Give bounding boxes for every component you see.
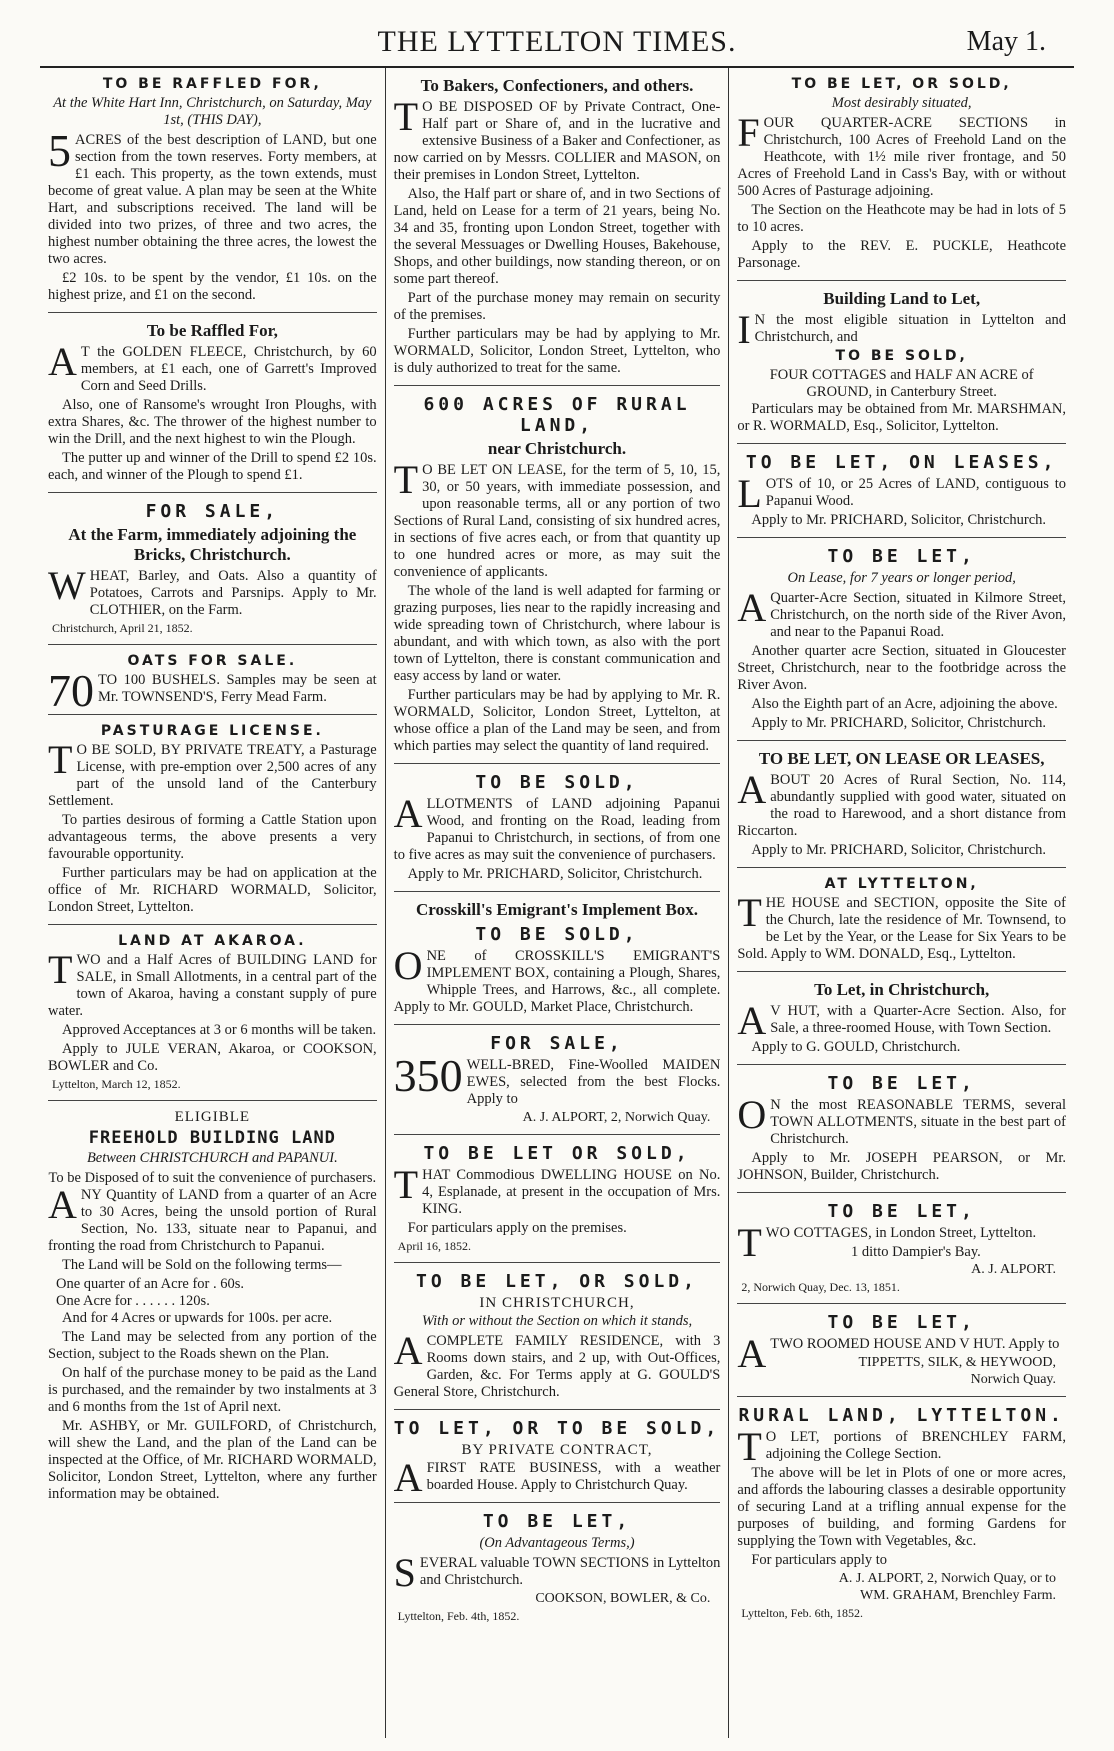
ad-line: 1 ditto Dampier's Bay.	[851, 1244, 981, 1260]
ad-building-land	[737, 289, 1066, 435]
ad-date: 2, Norwich Quay, Dec. 13, 1851.	[741, 1280, 900, 1294]
ad-town-allotments	[737, 1073, 1066, 1184]
ad-body: On half of the purchase money to be paid as the Land is purchased, and the remainder by two instalments at 3 and 6 months from the 1st of April next.	[48, 1365, 377, 1415]
divider	[48, 1100, 377, 1101]
ad-body: ACRES of the best description of LAND, but one section from the town reserves. Forty members, at £1 each. This property, as the town extends, must become of great value. A plan may be seen at the White Hart, and subscriptions received. The land will be divided into two prizes, of three and two acres, the highest number obtaining the three acres, the lowest the two acres.	[48, 132, 377, 267]
drop-cap: A	[737, 998, 767, 1043]
divider	[737, 740, 1066, 741]
drop-cap: 70	[48, 665, 94, 716]
drop-cap: A	[393, 1455, 423, 1500]
ad-heading: PASTURAGE LICENSE.	[100, 723, 324, 739]
ad-body: Further particulars may be had by applying to Mr. R. WORMALD, Solicitor, London Street, Lyttelton, at whose office a plan of the Land may be seen, and from which parties may select the quantity of land required.	[393, 687, 721, 754]
ad-signature: WM. GRAHAM, Brenchley Farm.	[860, 1588, 1057, 1603]
drop-cap: T	[48, 947, 73, 992]
ad-kilmore	[737, 546, 1066, 732]
ad-body: For particulars apply on the premises.	[407, 1220, 627, 1236]
masthead	[40, 22, 1074, 62]
ad-eyebrow: ELIGIBLE	[174, 1109, 251, 1125]
ad-body: The Section on the Heathcote may be had in lots of 5 to 10 acres.	[737, 202, 1067, 235]
ad-body: The Land will be Sold on the following terms—	[62, 1257, 342, 1273]
columns	[40, 68, 1074, 1738]
ad-crosskill	[394, 900, 721, 1016]
drop-cap: W	[48, 563, 86, 608]
ad-subheading: Between CHRISTCHURCH and PAPANUI.	[86, 1150, 338, 1166]
ad-body: TO 100 BUSHELS. Samples may be seen at Mr. TOWNSEND'S, Ferry Mead Farm.	[98, 672, 377, 705]
ad-heading: TO LET, OR TO BE SOLD,	[393, 1418, 721, 1439]
ad-body: OUR QUARTER-ACRE SECTIONS in Christchurch, 100 Acres of Freehold Land on the Heathcote, with 1½ mile river frontage, and 50 Acres of Freehold Land in Cass's Bay, with or without 500 Acres of Pasturage adjoining.	[737, 115, 1067, 199]
drop-cap: A	[48, 1182, 77, 1227]
ad-line: FOUR COTTAGES and HALF AN ACRE of GROUND, in Canterbury Street.	[769, 367, 1034, 400]
ad-bakers	[394, 76, 721, 377]
ad-raffle-acres	[48, 76, 377, 304]
ad-body: COMPLETE FAMILY RESIDENCE, with 3 Rooms down stairs, and 2 up, with Out-Offices, Garden, &c. For Terms apply at G. GOULD'S General Store, Christchurch.	[393, 1333, 721, 1400]
ad-body: Apply to Mr. PRICHARD, Solicitor, Christchurch.	[751, 715, 1047, 731]
ad-600-acres	[394, 394, 721, 755]
drop-cap: T	[48, 737, 73, 782]
divider	[48, 492, 377, 493]
ad-body: N the most REASONABLE TERMS, several TOWN ALLOTMENTS, situate in the best part of Christchurch.	[770, 1097, 1067, 1147]
ad-body: OTS of 10, or 25 Acres of LAND, contiguous to Papanui Wood.	[765, 476, 1067, 509]
ad-heading: FREEHOLD BUILDING LAND	[88, 1128, 336, 1148]
ad-body: Further particulars may be had by applying to Mr. WORMALD, Solicitor, London Street, Lyttelton, who is duly authorized to treat for the same.	[393, 326, 721, 376]
column-right	[729, 68, 1074, 1738]
divider	[394, 763, 721, 764]
ad-harewood	[737, 749, 1066, 859]
divider	[737, 867, 1066, 868]
divider	[48, 924, 377, 925]
ad-date: Lyttelton, Feb. 6th, 1852.	[741, 1606, 864, 1620]
ad-body: Particulars may be obtained from Mr. MARSHMAN, or R. WORMALD, Esq., Solicitor, Lyttelton.	[737, 401, 1067, 434]
ad-subheading: near Christchurch.	[487, 439, 627, 458]
ad-signature: COOKSON, BOWLER, & Co.	[535, 1591, 711, 1606]
ad-body: And for 4 Acres or upwards for 100s. per acre.	[62, 1310, 333, 1326]
ad-family-residence	[394, 1271, 721, 1401]
ad-heading: OATS FOR SALE.	[127, 653, 298, 669]
divider	[737, 1303, 1066, 1304]
divider	[394, 1024, 721, 1025]
drop-cap: A	[48, 339, 77, 384]
ad-body: WO and a Half Acres of BUILDING LAND for SALE, in Small Allotments, in a central part of the town of Akaroa, having a constant supply of pure water.	[48, 952, 377, 1019]
ad-heading: Building Land to Let,	[823, 289, 981, 308]
divider	[48, 644, 377, 645]
ad-ewes	[394, 1033, 721, 1126]
column-middle	[385, 68, 730, 1738]
ad-subheading: IN CHRISTCHURCH,	[479, 1295, 635, 1311]
ad-heading: TO BE RAFFLED FOR,	[102, 76, 322, 92]
ad-heading: TO BE LET,	[827, 1312, 976, 1333]
ad-heading: TO BE LET,	[827, 1073, 976, 1094]
ad-body: HE HOUSE and SECTION, opposite the Site of the Church, late the residence of Mr. Townsend, to be Let by the Year, or the Lease for Six Years to be Sold. Apply to WM. DONALD, Esq., Lyttelton.	[737, 895, 1067, 962]
ad-date: Lyttelton, March 12, 1852.	[52, 1077, 181, 1091]
drop-cap: T	[393, 457, 419, 502]
ad-heading: TO BE LET,	[827, 546, 976, 567]
drop-cap: 350	[393, 1050, 463, 1101]
ad-freehold	[48, 1109, 377, 1503]
ad-body: For particulars apply to	[751, 1552, 888, 1568]
drop-cap: O	[393, 943, 423, 988]
ad-quarter-acre	[737, 76, 1066, 272]
ad-heading: To Bakers, Confectioners, and others.	[420, 76, 694, 95]
ad-oats	[48, 653, 377, 716]
ad-body: Apply to G. GOULD, Christchurch.	[751, 1039, 961, 1055]
ad-subheading: At the Farm, immediately adjoining the Bricks, Christchurch.	[68, 525, 357, 564]
ad-heading: TO BE LET,	[827, 1201, 976, 1222]
ad-heading: 600 ACRES OF RURAL LAND,	[423, 394, 691, 436]
ad-heading: Crosskill's Emigrant's Implement Box.	[415, 900, 699, 919]
divider	[737, 280, 1066, 281]
ad-body: HAT Commodious DWELLING HOUSE on No. 4, Esplanade, at present in the occupation of Mrs. KING.	[422, 1167, 721, 1217]
ad-signature: A. J. ALPORT.	[971, 1262, 1057, 1277]
ad-body: Also the Eighth part of an Acre, adjoining the above.	[751, 696, 1058, 712]
drop-cap: I	[737, 307, 751, 352]
ad-body: Approved Acceptances at 3 or 6 months will be taken.	[62, 1022, 377, 1038]
ad-heading: TO BE LET, ON LEASE OR LEASES,	[758, 749, 1045, 768]
ad-subheading: TO BE SOLD,	[475, 924, 639, 945]
divider	[737, 1192, 1066, 1193]
ad-raffle-drill	[48, 321, 377, 484]
ad-body: BOUT 20 Acres of Rural Section, No. 114, abundantly supplied with good water, situated on the road to Harewood, and a short distance from Riccarton.	[737, 772, 1067, 839]
ad-heading: TO BE LET,	[482, 1511, 632, 1532]
ad-signature: TIPPETTS, SILK, & HEYWOOD,	[858, 1355, 1057, 1370]
drop-cap: A	[737, 585, 767, 630]
column-left	[40, 68, 385, 1738]
ad-intro: To be Disposed of to suit the convenience of purchasers.	[48, 1170, 377, 1186]
ad-body: O BE DISPOSED OF by Private Contract, One-Half part or Share of, and in the lucrative and extensive Business of a Baker and Confectioner, as now carried on by Messrs. COLLIER and MASON, on their premises in London Street, Lyttelton.	[393, 99, 721, 183]
ad-rural-lyttelton	[737, 1405, 1066, 1621]
divider	[48, 312, 377, 313]
divider	[394, 1134, 721, 1135]
ad-body: WO COTTAGES, in London Street, Lyttelton.	[765, 1225, 1037, 1241]
ad-town-sections	[394, 1511, 721, 1624]
ad-pasturage	[48, 723, 377, 916]
ad-allotments-papanui	[394, 772, 721, 883]
divider	[394, 1262, 721, 1263]
ad-heading: To Let, in Christchurch,	[814, 980, 990, 999]
ad-body: Part of the purchase money may remain on security of the premises.	[393, 290, 721, 323]
ad-heading: FOR SALE,	[145, 501, 280, 522]
ad-v-hut	[737, 980, 1066, 1056]
ad-body: The Land may be selected from any portion of the Section, subject to the Roads shewn on the Plan.	[48, 1329, 377, 1362]
ad-heading: TO BE LET OR SOLD,	[423, 1143, 691, 1164]
drop-cap: T	[393, 1162, 419, 1207]
divider	[737, 1064, 1066, 1065]
ad-heading: RURAL LAND, LYTTELTON.	[738, 1405, 1065, 1426]
ad-heading: TO BE SOLD,	[475, 772, 639, 793]
ad-heading: FOR SALE,	[490, 1033, 624, 1054]
ad-date: Christchurch, April 21, 1852.	[52, 621, 193, 635]
ad-signature: Norwich Quay.	[970, 1372, 1057, 1387]
ad-heading: To be Raffled For,	[146, 321, 278, 340]
ad-body: The putter up and winner of the Drill to spend £2 10s. each, and winner of the Plough to spend £1.	[48, 450, 377, 483]
ad-body: O BE LET ON LEASE, for the term of 5, 10, 15, 30, or 50 years, with immediate possession, and upon reasonable terms, all or any portion of two Sections of Rural Land, consisting of six hundred acres, in sections of five acres each, or from that quantity up to one hundred acres or more, as may suit the convenience of applicants.	[393, 462, 721, 580]
divider	[394, 891, 721, 892]
ad-body: Apply to Mr. PRICHARD, Solicitor, Christchurch.	[751, 842, 1047, 858]
ad-signature: A. J. ALPORT, 2, Norwich Quay, or to	[838, 1571, 1057, 1586]
ad-body: NY Quantity of LAND from a quarter of an Acre to 30 Acres, being the unsold portion of Rural Section, No. 133, situate near to Papanui, and fronting the road from Christchurch to Papanui.	[48, 1187, 377, 1254]
drop-cap: F	[737, 110, 760, 155]
ad-body: TWO ROOMED HOUSE AND V HUT. Apply to	[770, 1336, 1060, 1352]
issue-date: May 1.	[966, 26, 1046, 57]
drop-cap: T	[737, 1424, 762, 1469]
newspaper-title: THE LYTTELTON TIMES.	[377, 25, 737, 58]
ad-body: To parties desirous of forming a Cattle Station upon advantageous terms, the above presents a very favourable opportunity.	[48, 812, 377, 862]
divider	[737, 537, 1066, 538]
drop-cap: A	[737, 767, 767, 812]
ad-body: Another quarter acre Section, situated in Gloucester Street, Christchurch, near to the footbridge across the River Avon.	[737, 643, 1067, 693]
ad-subheading: With or without the Section on which it stands,	[421, 1313, 693, 1329]
ad-body: Apply to JULE VERAN, Akaroa, or COOKSON, BOWLER and Co.	[48, 1041, 377, 1074]
ad-subheading: At the White Hart Inn, Christchurch, on Saturday, May 1st, (THIS DAY),	[53, 95, 372, 128]
ad-subheading: Most desirably situated,	[831, 95, 972, 111]
ad-date: April 16, 1852.	[397, 1239, 472, 1253]
divider	[394, 1502, 721, 1503]
ad-body: V HUT, with a Quarter-Acre Section. Also, for Sale, a three-roomed House, with Town Section.	[770, 1003, 1067, 1036]
ad-body: T the GOLDEN FLEECE, Christchurch, by 60 members, at £1 each, one of Garrett's Improved Corn and Seed Drills.	[80, 344, 377, 394]
ad-body: Further particulars may be had on application at the office of Mr. RICHARD WORMALD, Solicitor, London Street, Lyttelton.	[48, 865, 377, 915]
drop-cap: A	[393, 1328, 423, 1373]
divider	[48, 714, 377, 715]
ad-body: O LET, portions of BRENCHLEY FARM, adjoining the College Section.	[765, 1429, 1067, 1462]
ad-body: N the most eligible situation in Lyttelton and Christchurch, and	[754, 312, 1067, 345]
drop-cap: S	[393, 1550, 416, 1595]
ad-subheading: On Lease, for 7 years or longer period,	[787, 570, 1016, 586]
ad-heading: TO BE LET, ON LEASES,	[745, 452, 1058, 473]
drop-cap: L	[737, 471, 762, 516]
ad-body: EVERAL valuable TOWN SECTIONS in Lyttelton and Christchurch.	[419, 1555, 721, 1588]
divider	[737, 443, 1066, 444]
ad-subheading: TO BE SOLD,	[835, 348, 968, 364]
ad-dwelling	[394, 1143, 721, 1254]
drop-cap: T	[393, 94, 419, 139]
ad-body: Also, one of Ransome's wrought Iron Ploughs, with extra Shares, &c. The thrower of the highest number to win the Drill, and the next highest to win the Plough.	[48, 397, 377, 447]
ad-subheading: BY PRIVATE CONTRACT,	[461, 1442, 653, 1458]
divider	[737, 971, 1066, 972]
drop-cap: T	[737, 1220, 762, 1265]
ad-heading: TO BE LET, OR SOLD,	[791, 76, 1012, 92]
ad-business	[393, 1418, 721, 1500]
ad-body: The whole of the land is well adapted for farming or grazing purposes, lies near to the rapidly increasing and wide spreading town of Christchurch, where labour is abundant, and with which town, as also with the port town of Lyttelton, there is constant communication and easy access by land or water.	[393, 583, 721, 684]
ad-body: Apply to Mr. JOSEPH PEARSON, or Mr. JOHNSON, Builder, Christchurch.	[737, 1150, 1067, 1183]
divider	[394, 385, 721, 386]
drop-cap: T	[737, 890, 762, 935]
drop-cap: A	[393, 791, 423, 836]
ad-body: FIRST RATE BUSINESS, with a weather boarded House. Apply to Christchurch Quay.	[426, 1460, 721, 1493]
ad-date: Lyttelton, Feb. 4th, 1852.	[397, 1609, 520, 1623]
ad-body: O BE SOLD, BY PRIVATE TREATY, a Pasturage License, with pre-emption over 2,500 acres of any part of the unsold land of the Canterbury Settlement.	[48, 742, 377, 809]
ad-body: Quarter-Acre Section, situated in Kilmore Street, Christchurch, on the north side of the River Avon, and near to the Papanui Road.	[770, 590, 1067, 640]
ad-signature: A. J. ALPORT, 2, Norwich Quay.	[522, 1110, 711, 1125]
ad-body: Apply to Mr. PRICHARD, Solicitor, Christchurch.	[751, 512, 1047, 528]
divider	[394, 1409, 721, 1410]
drop-cap: O	[737, 1092, 767, 1137]
price-line: One Acre for . . . . . . 120s.	[56, 1293, 210, 1309]
ad-for-sale-wheat	[48, 501, 377, 636]
ad-body: Apply to Mr. PRICHARD, Solicitor, Christchurch.	[407, 866, 703, 882]
ad-body: Also, the Half part or share of, and in two Sections of Land, held on Lease for a term of 21 years, being No. 34 and 35, fronting upon London Street, together with the several Messuages or Dwelling Houses, Bakehouse, Shops, and other buildings, now standing thereon, or on some part thereof.	[393, 186, 721, 287]
price-line: One quarter of an Acre for . 60s.	[56, 1276, 245, 1292]
ad-leases	[737, 452, 1066, 529]
ad-two-roomed	[737, 1312, 1066, 1388]
divider	[737, 1396, 1066, 1397]
ad-body: WELL-BRED, Fine-Woolled MAIDEN EWES, selected from the best Flocks. Apply to	[466, 1057, 721, 1107]
ad-body: Apply to the REV. E. PUCKLE, Heathcote Parsonage.	[737, 238, 1067, 271]
ad-body: £2 10s. to be spent by the vendor, £1 10s. on the highest prize, and £1 on the second.	[48, 270, 377, 303]
ad-at-lyttelton	[737, 876, 1066, 963]
ad-cottages	[737, 1201, 1066, 1295]
ad-akaroa	[48, 933, 377, 1092]
ad-body: HEAT, Barley, and Oats. Also a quantity of Potatoes, Carrots and Parsnips. Apply to Mr. CLOTHIER, on the Farm.	[89, 568, 377, 618]
drop-cap: 5	[48, 125, 71, 176]
drop-cap: A	[737, 1331, 767, 1376]
ad-body: NE of CROSSKILL'S EMIGRANT'S IMPLEMENT BOX, containing a Plough, Shares, Whipple Trees, and Harrows, &c., all complete. Apply to Mr. GOULD, Market Place, Christchurch.	[393, 948, 721, 1015]
ad-heading: AT LYTTELTON,	[824, 876, 979, 892]
ad-body: Mr. ASHBY, or Mr. GUILFORD, of Christchurch, will shew the Land, and the plan of the Land can be inspected at the Office, of Mr. RICHARD WORMALD, Solicitor, London Street, Lyttelton, where any further information may be obtained.	[48, 1418, 377, 1502]
ad-body: LLOTMENTS of LAND adjoining Papanui Wood, and fronting on the Road, leading from Papanui to Christchurch, in sections, of from one to five acres as may suit the convenience of purchasers.	[393, 796, 721, 863]
ad-subheading: (On Advantageous Terms,)	[479, 1535, 635, 1551]
ad-heading: LAND AT AKAROA.	[118, 933, 307, 949]
ad-body: The above will be let in Plots of one or more acres, and affords the labouring classes a desirable opportunity of securing Land at a trifling annual expense for the purposes of building, and forming Gardens for supplying the Town with Vegetables, &c.	[737, 1465, 1067, 1549]
ad-heading: TO BE LET, OR SOLD,	[416, 1271, 698, 1292]
